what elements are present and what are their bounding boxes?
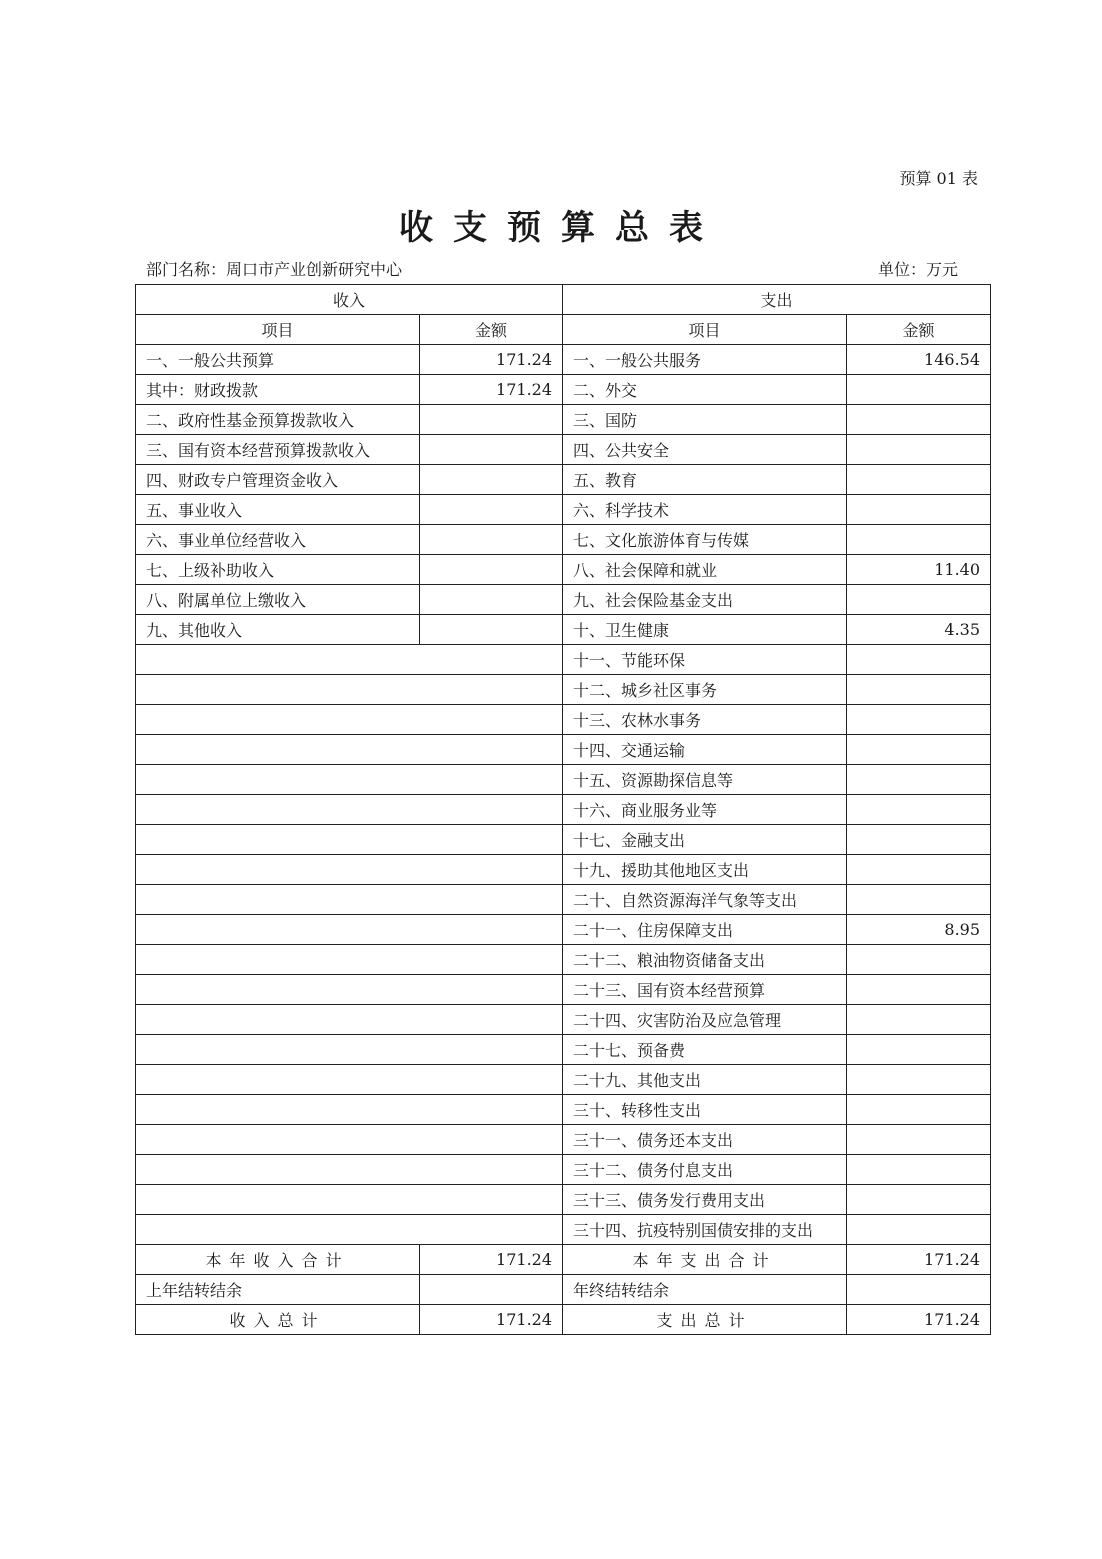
- income-amount-cell: 171.24: [420, 375, 563, 405]
- table-row: [136, 1185, 991, 1215]
- expense-item-cell: 八、社会保障和就业: [563, 555, 847, 585]
- income-amount-cell: [420, 615, 563, 645]
- expense-amount-cell: [847, 675, 991, 705]
- table-row: [136, 1095, 991, 1125]
- income-section-header: 收入: [136, 285, 563, 315]
- income-blank-cell: [136, 825, 563, 855]
- expense-item-cell: 六、科学技术: [563, 495, 847, 525]
- table-row: [136, 945, 991, 975]
- expense-amount-cell: [847, 645, 991, 675]
- income-item-header: 项目: [136, 315, 420, 345]
- table-row: [136, 495, 991, 525]
- expense-item-header: 项目: [563, 315, 847, 345]
- expense-amount-cell: [847, 945, 991, 975]
- expense-item-cell: 十二、城乡社区事务: [563, 675, 847, 705]
- expense-amount-cell: [847, 405, 991, 435]
- expense-item-cell: 三十三、债务发行费用支出: [563, 1185, 847, 1215]
- expense-item-cell: 九、社会保险基金支出: [563, 585, 847, 615]
- income-amount-cell: [420, 525, 563, 555]
- expense-amount-cell: [847, 1185, 991, 1215]
- income-item-cell: 一、一般公共预算: [136, 345, 420, 375]
- expense-amount-cell: [847, 585, 991, 615]
- expense-item-cell: 三十一、债务还本支出: [563, 1125, 847, 1155]
- income-blank-cell: [136, 1155, 563, 1185]
- table-row: [136, 1215, 991, 1245]
- grand-total-row: [136, 1305, 991, 1335]
- expense-item-cell: 二十七、预备费: [563, 1035, 847, 1065]
- expense-item-cell: 十六、商业服务业等: [563, 795, 847, 825]
- income-amount-cell: [420, 435, 563, 465]
- expense-amount-cell: [847, 1005, 991, 1035]
- expense-item-cell: 一、一般公共服务: [563, 345, 847, 375]
- income-item-cell: 四、财政专户管理资金收入: [136, 465, 420, 495]
- expense-amount-cell: [847, 435, 991, 465]
- expense-amount-cell: [847, 1155, 991, 1185]
- table-row: [136, 345, 991, 375]
- expense-item-cell: 二十三、国有资本经营预算: [563, 975, 847, 1005]
- expense-item-cell: 二十一、住房保障支出: [563, 915, 847, 945]
- table-row: [136, 1035, 991, 1065]
- income-blank-cell: [136, 1185, 563, 1215]
- income-year-total-label: 本年收入合计: [136, 1245, 420, 1275]
- income-year-total-amount: 171.24: [420, 1245, 563, 1275]
- table-row: [136, 585, 991, 615]
- expense-amount-cell: [847, 855, 991, 885]
- expense-amount-header: 金额: [847, 315, 991, 345]
- expense-item-cell: 二十、自然资源海洋气象等支出: [563, 885, 847, 915]
- table-row: [136, 735, 991, 765]
- expense-amount-cell: [847, 735, 991, 765]
- table-row: [136, 525, 991, 555]
- expense-item-cell: 五、教育: [563, 465, 847, 495]
- budget-table: [135, 284, 991, 1335]
- income-blank-cell: [136, 1125, 563, 1155]
- expense-amount-cell: [847, 525, 991, 555]
- income-blank-cell: [136, 735, 563, 765]
- table-row: [136, 885, 991, 915]
- income-amount-header: 金额: [420, 315, 563, 345]
- income-item-cell: 九、其他收入: [136, 615, 420, 645]
- expense-amount-cell: [847, 885, 991, 915]
- table-row: [136, 705, 991, 735]
- expense-amount-cell: [847, 1065, 991, 1095]
- income-blank-cell: [136, 1065, 563, 1095]
- prior-carryover-amount: [420, 1275, 563, 1305]
- expense-amount-cell: [847, 495, 991, 525]
- table-row: [136, 795, 991, 825]
- income-amount-cell: 171.24: [420, 345, 563, 375]
- expense-item-cell: 十三、农林水事务: [563, 705, 847, 735]
- column-header-row: [136, 315, 991, 345]
- expense-section-header: 支出: [563, 285, 991, 315]
- page-title: 收支预算总表: [399, 208, 723, 248]
- expense-year-total-amount: 171.24: [847, 1245, 991, 1275]
- table-row: [136, 645, 991, 675]
- income-blank-cell: [136, 765, 563, 795]
- table-row: [136, 915, 991, 945]
- year-end-carryover-label: 年终结转结余: [563, 1275, 847, 1305]
- expense-amount-cell: [847, 1125, 991, 1155]
- income-blank-cell: [136, 1035, 563, 1065]
- income-item-cell: 八、附属单位上缴收入: [136, 585, 420, 615]
- income-item-cell: 二、政府性基金预算拨款收入: [136, 405, 420, 435]
- expense-item-cell: 三十四、抗疫特别国债安排的支出: [563, 1215, 847, 1245]
- income-blank-cell: [136, 705, 563, 735]
- income-amount-cell: [420, 465, 563, 495]
- income-item-cell: 其中：财政拨款: [136, 375, 420, 405]
- expense-item-cell: 三十二、债务付息支出: [563, 1155, 847, 1185]
- expense-item-cell: 三十、转移性支出: [563, 1095, 847, 1125]
- expense-item-cell: 十九、援助其他地区支出: [563, 855, 847, 885]
- expense-item-cell: 四、公共安全: [563, 435, 847, 465]
- income-blank-cell: [136, 1095, 563, 1125]
- form-number: 预算 01 表: [899, 169, 978, 188]
- table-row: [136, 855, 991, 885]
- income-item-cell: 七、上级补助收入: [136, 555, 420, 585]
- expense-grand-total-amount: 171.24: [847, 1305, 991, 1335]
- income-item-cell: 五、事业收入: [136, 495, 420, 525]
- expense-item-cell: 十一、节能环保: [563, 645, 847, 675]
- expense-item-cell: 十五、资源勘探信息等: [563, 765, 847, 795]
- table-row: [136, 465, 991, 495]
- expense-item-cell: 十七、金融支出: [563, 825, 847, 855]
- expense-item-cell: 十、卫生健康: [563, 615, 847, 645]
- income-blank-cell: [136, 915, 563, 945]
- income-blank-cell: [136, 855, 563, 885]
- expense-amount-cell: [847, 705, 991, 735]
- department-name: 部门名称：周口市产业创新研究中心: [146, 260, 403, 279]
- section-header-row: [136, 285, 991, 315]
- prior-carryover-label: 上年结转结余: [136, 1275, 420, 1305]
- table-row: [136, 825, 991, 855]
- expense-item-cell: 十四、交通运输: [563, 735, 847, 765]
- income-blank-cell: [136, 1005, 563, 1035]
- expense-item-cell: 二、外交: [563, 375, 847, 405]
- table-row: [136, 555, 991, 585]
- expense-item-cell: 二十四、灾害防治及应急管理: [563, 1005, 847, 1035]
- table-row: [136, 405, 991, 435]
- year-end-carryover-amount: [847, 1275, 991, 1305]
- expense-amount-cell: [847, 1095, 991, 1125]
- income-amount-cell: [420, 555, 563, 585]
- carryover-row: [136, 1275, 991, 1305]
- income-blank-cell: [136, 795, 563, 825]
- expense-item-cell: 二十二、粮油物资储备支出: [563, 945, 847, 975]
- budget-table-body: [136, 285, 991, 1335]
- expense-item-cell: 三、国防: [563, 405, 847, 435]
- year-total-row: [136, 1245, 991, 1275]
- unit-label: 单位：万元: [877, 260, 958, 279]
- table-row: [136, 1005, 991, 1035]
- expense-item-cell: 二十九、其他支出: [563, 1065, 847, 1095]
- income-blank-cell: [136, 975, 563, 1005]
- income-grand-total-amount: 171.24: [420, 1305, 563, 1335]
- expense-item-cell: 七、文化旅游体育与传媒: [563, 525, 847, 555]
- table-row: [136, 675, 991, 705]
- table-row: [136, 975, 991, 1005]
- income-amount-cell: [420, 585, 563, 615]
- expense-amount-cell: 8.95: [847, 915, 991, 945]
- income-blank-cell: [136, 675, 563, 705]
- income-amount-cell: [420, 405, 563, 435]
- expense-amount-cell: 4.35: [847, 615, 991, 645]
- expense-amount-cell: [847, 795, 991, 825]
- expense-amount-cell: [847, 1035, 991, 1065]
- expense-amount-cell: [847, 465, 991, 495]
- income-item-cell: 六、事业单位经营收入: [136, 525, 420, 555]
- income-amount-cell: [420, 495, 563, 525]
- expense-amount-cell: [847, 1215, 991, 1245]
- expense-amount-cell: [847, 825, 991, 855]
- expense-amount-cell: [847, 375, 991, 405]
- income-blank-cell: [136, 645, 563, 675]
- income-item-cell: 三、国有资本经营预算拨款收入: [136, 435, 420, 465]
- income-blank-cell: [136, 885, 563, 915]
- table-row: [136, 1065, 991, 1095]
- table-row: [136, 765, 991, 795]
- expense-amount-cell: 146.54: [847, 345, 991, 375]
- table-row: [136, 435, 991, 465]
- expense-amount-cell: [847, 975, 991, 1005]
- table-row: [136, 615, 991, 645]
- income-blank-cell: [136, 945, 563, 975]
- table-row: [136, 1155, 991, 1185]
- expense-year-total-label: 本年支出合计: [563, 1245, 847, 1275]
- expense-grand-total-label: 支出总计: [563, 1305, 847, 1335]
- table-row: [136, 1125, 991, 1155]
- expense-amount-cell: 11.40: [847, 555, 991, 585]
- expense-amount-cell: [847, 765, 991, 795]
- income-grand-total-label: 收入总计: [136, 1305, 420, 1335]
- income-blank-cell: [136, 1215, 563, 1245]
- table-row: [136, 375, 991, 405]
